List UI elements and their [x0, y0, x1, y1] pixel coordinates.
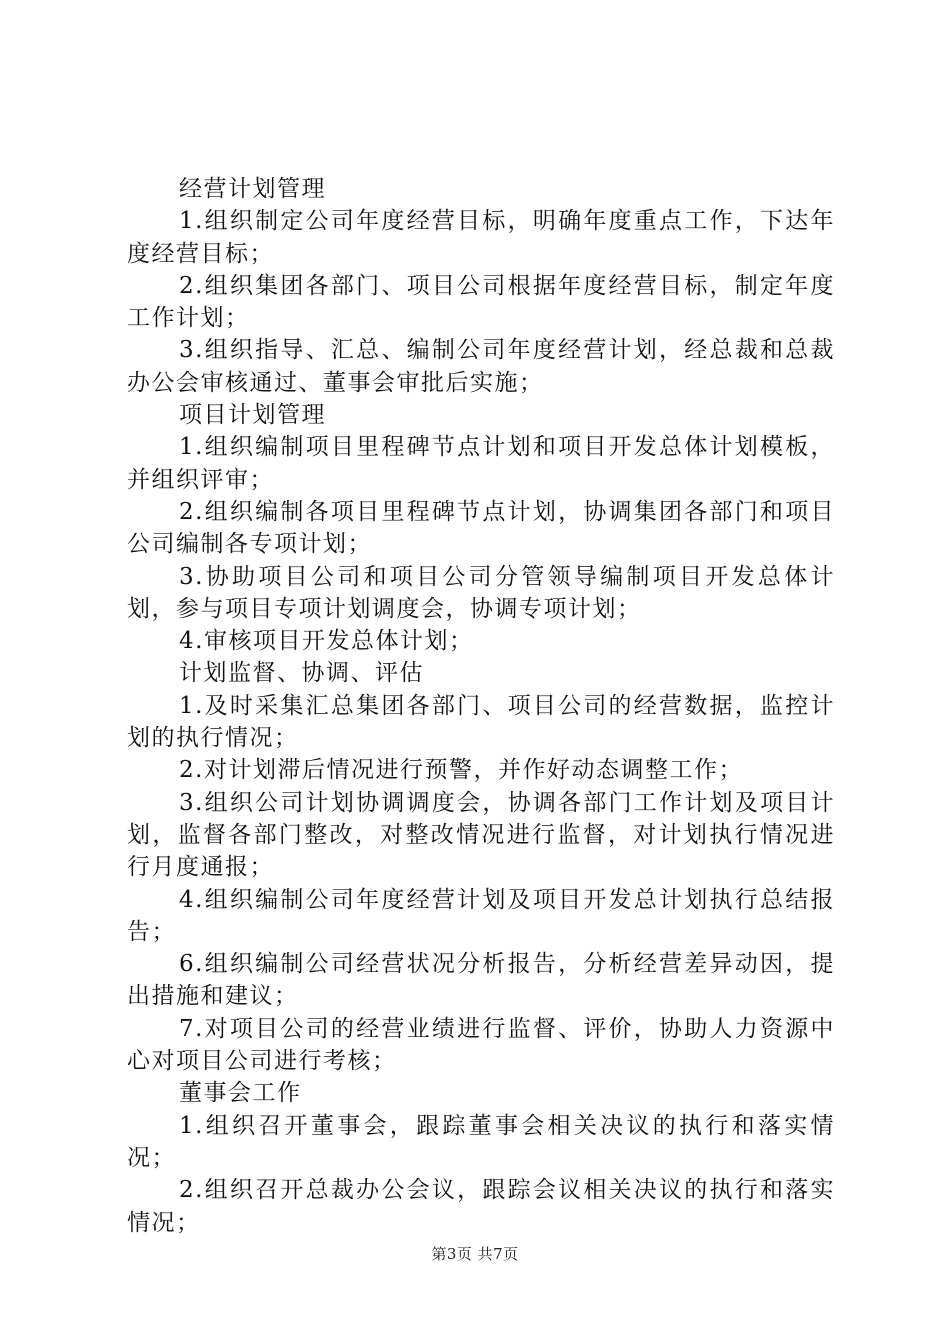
paragraph: 2.组织编制各项目里程碑节点计划，协调集团各部门和项目公司编制各专项计划； — [127, 498, 835, 558]
paragraph: 3.协助项目公司和项目公司分管领导编制项目开发总体计划，参与项目专项计划调度会，协调专项计划； — [127, 563, 835, 622]
paragraph: 7.对项目公司的经营业绩进行监督、评价，协助人力资源中心对项目公司进行考核； — [127, 1015, 835, 1075]
paragraph: 2.组织召开总裁办公会议，跟踪会议相关决议的执行和落实情况； — [127, 1177, 835, 1236]
paragraph: 3.组织指导、汇总、编制公司年度经营计划，经总裁和总裁办公会审核通过、董事会审批后实施； — [127, 337, 835, 396]
paragraph: 1.组织制定公司年度经营目标，明确年度重点工作，下达年度经营目标； — [127, 208, 835, 267]
section-heading-board-work: 董事会工作 — [179, 1080, 302, 1107]
paragraph: 6.组织编制公司经营状况分析报告，分析经营差异动因，提出措施和建议； — [127, 951, 835, 1010]
page-number-footer: 第3页 共7页 — [431, 1245, 519, 1263]
section-heading-project-plan: 项目计划管理 — [179, 402, 326, 429]
section-heading-plan-supervision: 计划监督、协调、评估 — [179, 660, 424, 687]
document-body — [127, 173, 835, 1239]
paragraph: 2.组织集团各部门、项目公司根据年度经营目标，制定年度工作计划； — [127, 272, 835, 332]
paragraph: 4.组织编制公司年度经营计划及项目开发总计划执行总结报告； — [127, 886, 835, 945]
paragraph: 1.组织编制项目里程碑节点计划和项目开发总体计划模板，并组织评审； — [127, 434, 835, 493]
section-heading-business-plan: 经营计划管理 — [179, 176, 326, 202]
paragraph: 4.审核项目开发总体计划； — [179, 628, 474, 655]
paragraph: 2.对计划滞后情况进行预警，并作好动态调整工作； — [179, 757, 743, 784]
paragraph: 3.组织公司计划协调调度会，协调各部门工作计划及项目计划，监督各部门整改，对整改情况进行监督，对计划执行情况进行月度通报； — [127, 789, 835, 881]
paragraph: 1.组织召开董事会，跟踪董事会相关决议的执行和落实情况； — [127, 1112, 835, 1171]
paragraph: 1.及时采集汇总集团各部门、项目公司的经营数据，监控计划的执行情况； — [127, 692, 835, 752]
